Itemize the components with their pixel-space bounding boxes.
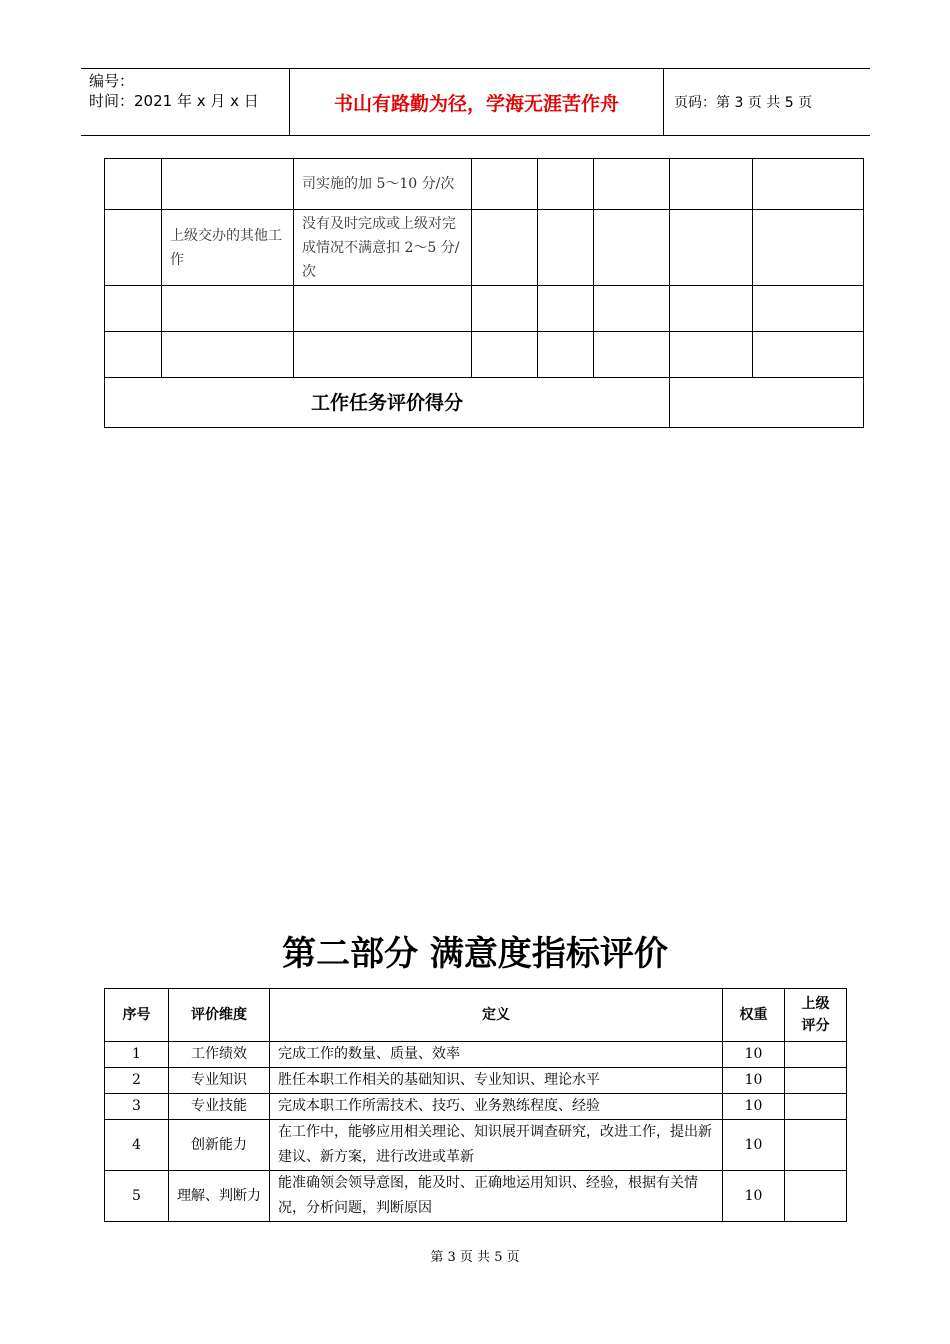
item-cell	[162, 159, 294, 210]
section-title: 第二部分 满意度指标评价	[282, 934, 668, 974]
dimension-cell: 专业知识	[169, 1068, 270, 1094]
table-row	[105, 1094, 847, 1120]
header-seq: 序号	[105, 989, 169, 1042]
standard-cell	[294, 286, 472, 332]
table-row	[105, 1120, 847, 1171]
header-dimension: 评价维度	[169, 989, 270, 1042]
table-row	[105, 210, 864, 286]
header-score: 上级评分	[785, 989, 847, 1042]
score-cell	[785, 1042, 847, 1068]
seq-cell: 5	[105, 1171, 169, 1222]
item-cell: 上级交办的其他工作	[162, 210, 294, 286]
seq-cell: 1	[105, 1042, 169, 1068]
header-left	[81, 69, 289, 135]
dimension-cell: 理解、判断力	[169, 1171, 270, 1222]
definition-cell: 能准确领会领导意图，能及时、正确地运用知识、经验，根据有关情况，分析问题，判断原因	[270, 1171, 723, 1222]
score-cell	[785, 1120, 847, 1171]
definition-cell: 完成本职工作所需技术、技巧、业务熟练程度、经验	[270, 1094, 723, 1120]
table-row	[105, 332, 864, 378]
task-score-label: 工作任务评价得分	[105, 378, 670, 428]
score-cell	[785, 1068, 847, 1094]
header-weight: 权重	[723, 989, 785, 1042]
dimension-cell: 创新能力	[169, 1120, 270, 1171]
seq-cell: 4	[105, 1120, 169, 1171]
item-cell	[162, 286, 294, 332]
standard-cell	[294, 332, 472, 378]
table-row	[105, 1068, 847, 1094]
weight-cell: 10	[723, 1094, 785, 1120]
weight-cell: 10	[723, 1042, 785, 1068]
task-score-value	[670, 378, 864, 428]
definition-cell: 完成工作的数量、质量、效率	[270, 1042, 723, 1068]
standard-cell: 司实施的加 5～10 分/次	[294, 159, 472, 210]
weight-cell: 10	[723, 1171, 785, 1222]
weight-cell: 10	[723, 1068, 785, 1094]
table-row	[105, 286, 864, 332]
page-footer: 第 3 页 共 5 页	[430, 1250, 520, 1265]
satisfaction-table	[104, 988, 847, 1222]
seq-cell: 2	[105, 1068, 169, 1094]
definition-cell: 胜任本职工作相关的基础知识、专业知识、理论水平	[270, 1068, 723, 1094]
table-row	[105, 1042, 847, 1068]
header-page-info: 页码：第 3 页 共 5 页	[674, 95, 813, 111]
dimension-cell: 工作绩效	[169, 1042, 270, 1068]
standard-cell: 没有及时完成或上级对完成情况不满意扣 2～5 分/次	[294, 210, 472, 286]
table-header-row	[105, 989, 847, 1042]
dimension-cell: 专业技能	[169, 1094, 270, 1120]
table-row	[105, 159, 864, 210]
table-row	[105, 1171, 847, 1222]
seq-cell: 3	[105, 1094, 169, 1120]
item-cell	[162, 332, 294, 378]
definition-cell: 在工作中，能够应用相关理论、知识展开调查研究，改进工作，提出新建议、新方案，进行改进或革新	[270, 1120, 723, 1171]
weight-cell: 10	[723, 1120, 785, 1171]
document-date: 时间：2021 年 x 月 x 日	[89, 92, 259, 110]
document-number-label: 编号：	[89, 72, 135, 90]
score-cell	[785, 1094, 847, 1120]
header-motto: 书山有路勤为径，学海无涯苦作舟	[289, 69, 664, 135]
header-definition: 定义	[270, 989, 723, 1042]
page-header	[81, 68, 870, 136]
total-row	[105, 378, 864, 428]
task-evaluation-table	[104, 158, 864, 428]
score-cell	[785, 1171, 847, 1222]
